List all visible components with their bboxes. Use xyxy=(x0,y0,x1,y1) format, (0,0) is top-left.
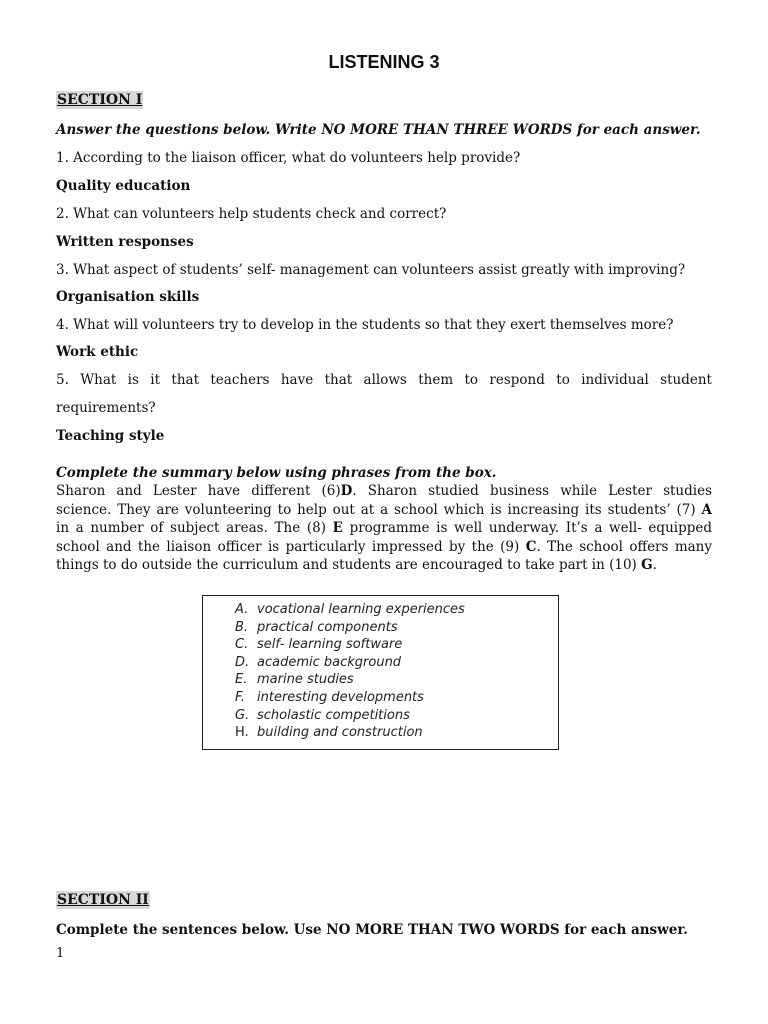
option-item xyxy=(235,724,465,742)
option-text: interesting developments xyxy=(257,689,424,705)
option-text: scholastic competitions xyxy=(257,707,410,723)
option-item xyxy=(235,689,465,707)
answer-9: C xyxy=(525,538,537,555)
section-1-instruction: Answer the questions below. Write NO MORE THAN THREE WORDS for each answer. xyxy=(56,122,701,138)
option-letter: D. xyxy=(235,654,250,670)
option-item xyxy=(235,707,465,725)
summary-line: in a number of subject areas. The (8) E programme is well underway. It’s a well- equipped xyxy=(56,520,712,536)
section-2-heading: SECTION II xyxy=(57,892,149,908)
question-5-line-1: 5. What is it that teachers have that allows them to respond to individual student xyxy=(56,372,712,388)
option-letter: A. xyxy=(235,602,249,617)
question-5-line-2: requirements? xyxy=(56,400,156,416)
summary-line: Sharon and Lester have different (6)D. Sharon studied business while Lester studies xyxy=(56,483,712,499)
option-text: vocational learning experiences xyxy=(257,602,465,617)
answer-4: Work ethic xyxy=(56,344,139,360)
option-item xyxy=(235,671,465,689)
answer-6: D xyxy=(340,483,353,499)
answer-5: Teaching style xyxy=(56,428,165,444)
option-text: marine studies xyxy=(257,672,354,688)
question-2: 2. What can volunteers help students check and correct? xyxy=(56,206,447,222)
question-4: 4. What will volunteers try to develop in the students so that they exert themselves more? xyxy=(56,317,674,333)
page-number: 1 xyxy=(56,946,65,961)
option-letter: G. xyxy=(235,707,250,723)
summary-line: things to do outside the curriculum and students are encouraged to take part in (10) G. xyxy=(56,557,657,573)
answer-10: G xyxy=(641,557,653,573)
option-text: academic background xyxy=(257,654,402,670)
option-letter: E. xyxy=(235,672,248,688)
options-box xyxy=(202,595,559,750)
question-3: 3. What aspect of students’ self- management can volunteers assist greatly with improving? xyxy=(56,262,686,278)
summary-paragraph xyxy=(56,482,712,575)
question-1: 1. According to the liaison officer, what do volunteers help provide? xyxy=(56,150,521,166)
page-title: LISTENING 3 xyxy=(328,52,440,72)
summary-instruction: Complete the summary below using phrases from the box. xyxy=(56,465,497,481)
section-2-instruction: Complete the sentences below. Use NO MORE THAN TWO WORDS for each answer. xyxy=(56,922,688,938)
options-list xyxy=(235,601,465,742)
option-letter: H. xyxy=(235,725,249,741)
option-item xyxy=(235,636,465,654)
summary-line: school and the liaison officer is particularly impressed by the (9) C. The school offers many xyxy=(56,538,712,555)
option-text: self- learning software xyxy=(257,637,403,653)
answer-7: A xyxy=(701,501,712,518)
answer-3: Organisation skills xyxy=(56,289,200,305)
option-text: building and construction xyxy=(257,725,423,741)
option-letter: F. xyxy=(235,689,245,705)
section-1-heading: SECTION I xyxy=(57,92,143,108)
answer-8: E xyxy=(332,520,343,536)
option-item xyxy=(235,654,465,672)
option-item xyxy=(235,601,465,619)
option-text: practical components xyxy=(257,619,398,635)
answer-2: Written responses xyxy=(56,234,194,250)
option-letter: B. xyxy=(235,619,249,635)
summary-line: science. They are volunteering to help out at a school which is increasing its students’ (7) A xyxy=(56,501,712,518)
answer-1: Quality education xyxy=(56,178,191,194)
option-letter: C. xyxy=(235,637,249,653)
option-item xyxy=(235,619,465,637)
